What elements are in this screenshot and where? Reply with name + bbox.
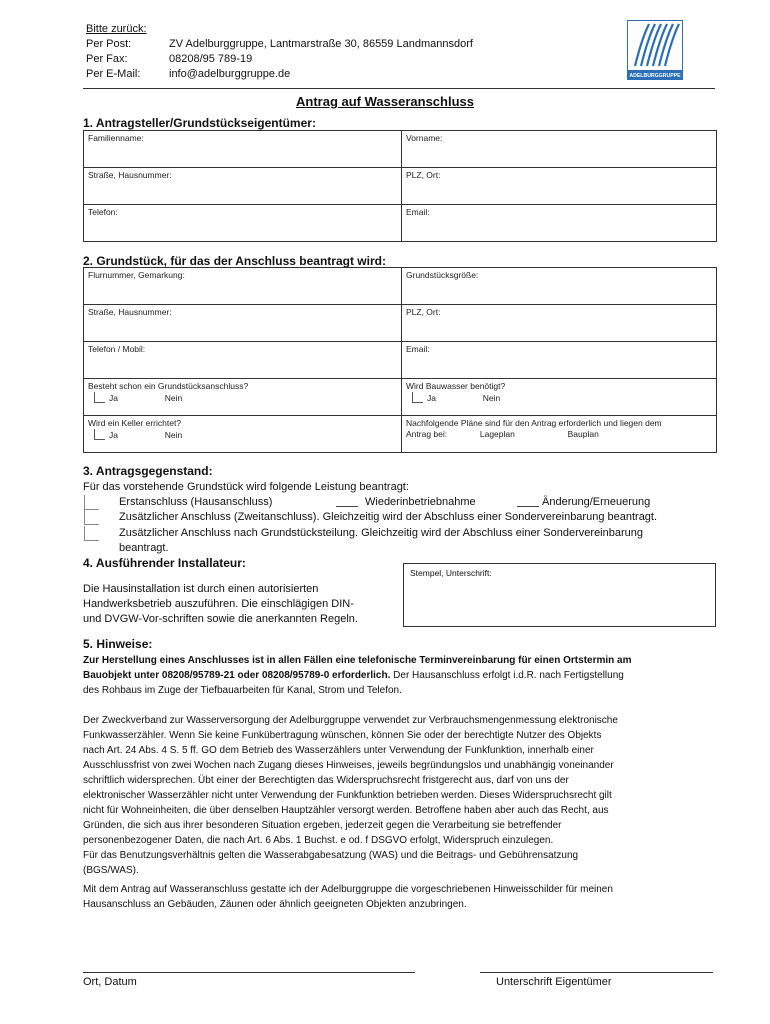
- section5-heading: 5. Hinweise:: [83, 637, 153, 651]
- fax-label: Per Fax:: [86, 53, 128, 65]
- applicant-email-field[interactable]: Email:: [402, 205, 717, 242]
- grundstuecksteilung-label-cont: beantragt.: [119, 542, 169, 554]
- grundstuecksteilung-label: Zusätzlicher Anschluss nach Grundstücksteilung. Gleichzeitig wird der Abschluss einer Sondervereinbarung: [119, 527, 643, 539]
- property-table: [83, 267, 717, 453]
- grundstuecksgroesse-field[interactable]: Grundstücksgröße:: [402, 268, 717, 305]
- header-divider: [83, 88, 715, 89]
- installer-text-1: Die Hausinstallation ist durch einen autorisierten: [83, 583, 319, 595]
- lageplan-option[interactable]: Lageplan: [479, 429, 515, 439]
- wiederinbetriebnahme-label: Wiederinbetriebnahme: [365, 496, 476, 508]
- email-address: info@adelburggruppe.de: [169, 68, 291, 80]
- post-label: Per Post:: [86, 38, 132, 50]
- applicant-table: [83, 130, 717, 242]
- wiederinbetriebnahme-checkbox[interactable]: [336, 497, 358, 507]
- anschluss-question: Besteht schon ein Grundstücksanschluss? Ja Nein: [84, 379, 402, 416]
- bauplan-option[interactable]: Bauplan: [567, 429, 599, 439]
- hinweis-line-3: des Rohbaus im Zuge der Tiefbauarbeiten für Kanal, Strom und Telefon.: [83, 685, 402, 696]
- bauwasser-ja-checkbox[interactable]: [412, 392, 423, 403]
- email-label: Per E-Mail:: [86, 68, 141, 80]
- unterschrift-label: Unterschrift Eigentümer: [496, 976, 612, 988]
- adelburggruppe-logo: [627, 20, 683, 80]
- section2-heading: 2. Grundstück, für das der Anschluss beantragt wird:: [83, 254, 386, 268]
- return-label: Bitte zurück:: [86, 23, 147, 35]
- svg-text:ADELBURGGRUPPE: ADELBURGGRUPPE: [629, 73, 681, 79]
- hinweis-bold-line-1: Zur Herstellung eines Anschlusses ist in allen Fällen eine telefonische Terminvereinbarung für einen Ortstermin am: [83, 655, 632, 666]
- fax-number: 08208/95 789-19: [169, 53, 253, 65]
- erstanschluss-label: Erstanschluss (Hausanschluss): [119, 496, 273, 508]
- aenderung-checkbox[interactable]: [517, 497, 539, 507]
- keller-ja-checkbox[interactable]: [94, 429, 105, 440]
- page-title: Antrag auf Wasseranschluss: [296, 94, 474, 109]
- zweitanschluss-checkbox[interactable]: [84, 510, 99, 525]
- post-address: ZV Adelburggruppe, Lantmarstraße 30, 86559 Landmannsdorf: [169, 38, 473, 50]
- applicant-street-field[interactable]: Straße, Hausnummer:: [84, 168, 402, 205]
- property-plz-field[interactable]: PLZ, Ort:: [402, 305, 717, 342]
- flurnummer-field[interactable]: Flurnummer, Gemarkung:: [84, 268, 402, 305]
- plaene-question: Nachfolgende Pläne sind für den Antrag erforderlich und liegen dem Antrag bei: Lageplan Bauplan: [402, 416, 717, 453]
- installer-text-2: Handwerksbetrieb auszuführen. Die einschlägigen DIN-: [83, 598, 354, 610]
- hinweis-line-2: Bauobjekt unter 08208/95789-21 oder 08208/95789-0 erforderlich. Der Hausanschluss erfolgt i.d.R. nach Fertigstellung: [83, 670, 624, 681]
- zweitanschluss-label: Zusätzlicher Anschluss (Zweitanschluss). Gleichzeitig wird der Abschluss einer Sondervereinbarung beantragt.: [119, 511, 658, 523]
- ort-datum-line[interactable]: [83, 972, 415, 973]
- stamp-label: Stempel, Unterschrift:: [410, 568, 492, 578]
- anschluss-ja-checkbox[interactable]: [94, 392, 105, 403]
- installer-text-3: und DVGW-Vor-schriften sowie die anerkannten Regeln.: [83, 613, 358, 625]
- bauwasser-question: Wird Bauwasser benötigt? Ja Nein: [402, 379, 717, 416]
- property-street-field[interactable]: Straße, Hausnummer:: [84, 305, 402, 342]
- applicant-phone-field[interactable]: Telefon:: [84, 205, 402, 242]
- grundstuecksteilung-checkbox[interactable]: [84, 526, 99, 541]
- funkzaehler-paragraph: Der Zweckverband zur Wasserversorgung der Adelburggruppe verwendet zur Verbrauchsmengenmessung elektronische Funkwasserzähler. Wenn Sie keine Funkübertragung wünschen, können Sie oder der berechtigte Nutzer des Objekts nach Art. 24 Abs. 4 S. 5 ff. GO dem Betrieb des Wasserzählers unter Verwendung der Funkfunktion, innerhalb einer Ausschlussfrist von zwei Wochen nach Zugang dieses Hinweises, jeweils begründungslos und unabhängig voneinander schriftlich widersprechen. Übt einer der Berechtigten das Widerspruchsrecht fristgerecht aus, darf von uns der elektronischer Wasserzähler nicht unter Verwendung der Funkfunktion betrieben werden. Dieses Widerspruchsrecht gilt nicht für Wohneinheiten, die über denselben Hauptzähler versorgt werden. Betroffene haben aber auch das Recht, aus Gründen, die sich aus ihrer besonderen Situation ergeben, jederzeit gegen die Verarbeitung sie betreffender personenbezogener Daten, die nach Art. 6 Abs. 1 Buchst. e od. f DSGVO erfolgt, Widerspruch einzulegen. Für das Benutzungsverhältnis gelten die Wasserabgabesatzung (WAS) und die Beitrags- und Gebührensatzung (BGS/WAS).: [83, 715, 618, 876]
- unterschrift-line[interactable]: [480, 972, 713, 973]
- property-phone-field[interactable]: Telefon / Mobil:: [84, 342, 402, 379]
- aenderung-label: Änderung/Erneuerung: [542, 496, 651, 508]
- installer-stamp-box[interactable]: [403, 563, 716, 627]
- section3-intro: Für das vorstehende Grundstück wird folgende Leistung beantragt:: [83, 481, 409, 493]
- section1-heading: 1. Antragsteller/Grundstückseigentümer:: [83, 116, 316, 130]
- property-email-field[interactable]: Email:: [402, 342, 717, 379]
- familienname-field[interactable]: Familienname:: [84, 131, 402, 168]
- hinweisschilder-paragraph: Mit dem Antrag auf Wasseranschluss gestatte ich der Adelburggruppe die vorgeschriebenen Hinweisschilder für meinen Hausanschluss an Gebäuden, Zäunen oder ähnlich geeigneten Objekten anzubringen.: [83, 884, 613, 910]
- keller-question: Wird ein Keller errichtet? Ja Nein: [84, 416, 402, 453]
- ort-datum-label: Ort, Datum: [83, 976, 137, 988]
- vorname-field[interactable]: Vorname:: [402, 131, 717, 168]
- erstanschluss-checkbox[interactable]: [84, 495, 99, 510]
- section3-heading: 3. Antragsgegenstand:: [83, 464, 213, 478]
- applicant-plz-field[interactable]: PLZ, Ort:: [402, 168, 717, 205]
- section4-heading: 4. Ausführender Installateur:: [83, 556, 246, 570]
